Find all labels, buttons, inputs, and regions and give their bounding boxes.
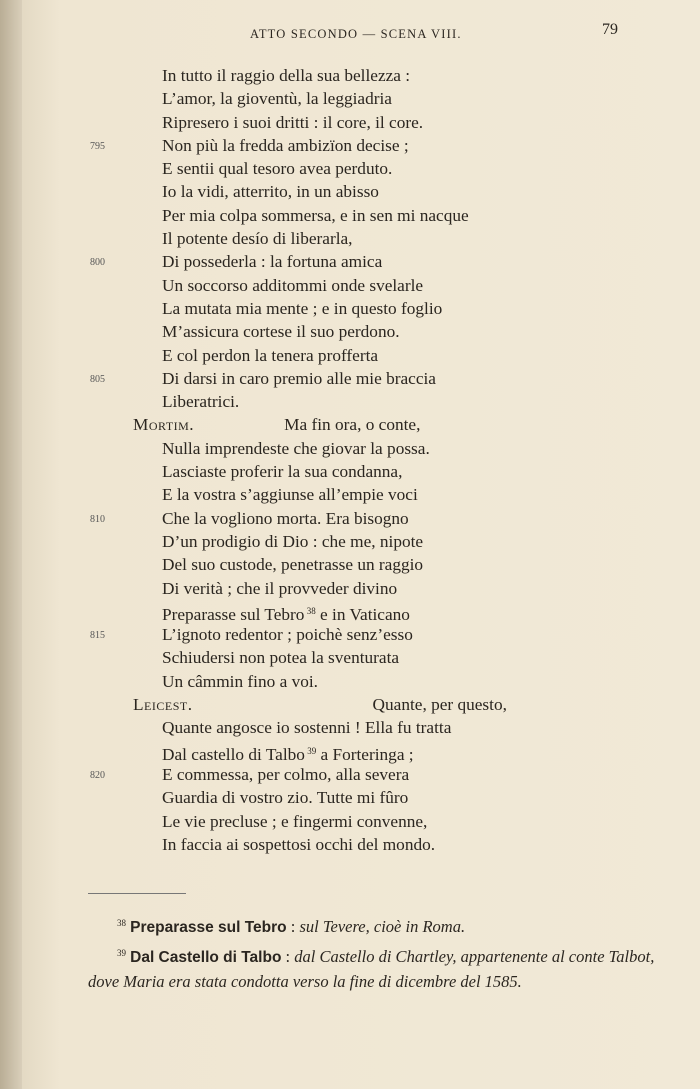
page-number: 79 — [602, 21, 618, 38]
verse-line — [0, 64, 700, 87]
verse-words: In tutto il raggio della sua bellezza : — [162, 66, 411, 85]
verse-words: Le vie precluse ; e fingermi convenne, — [162, 811, 428, 831]
verse-text — [162, 344, 378, 367]
verse-text — [162, 111, 423, 134]
verse-text — [162, 87, 392, 110]
verse-line — [0, 367, 700, 390]
footnote-term: Preparasse sul Tebro — [130, 919, 287, 936]
footnote-rule — [88, 893, 186, 894]
line-number: 805 — [90, 373, 105, 385]
footnote-term: Dal Castello di Talbo — [130, 948, 282, 966]
verse-line — [0, 716, 700, 739]
verse-text — [162, 623, 413, 646]
verse-text — [162, 646, 399, 669]
verse-text — [162, 786, 408, 809]
verse-words: Ripresero i suoi dritti : il core, il core. — [162, 112, 424, 132]
verse-words: Del suo custode, penetrasse un raggio — [162, 555, 424, 575]
verse-words: Non più la fredda ambizïon decise ; — [162, 135, 409, 155]
footnote-number: 39 — [117, 947, 126, 958]
verse-line — [0, 204, 700, 227]
speaker-name: Leicest. — [133, 695, 193, 715]
verse-line — [0, 227, 700, 250]
footnote-number: 38 — [117, 918, 126, 928]
footnote-explanation: dal Castello di Chartley, appartenente al conte Talbot, dove Maria era stata condotta verso la fine di dicembre del 1585. — [88, 946, 655, 991]
verse-words: Liberatrici. — [162, 392, 240, 412]
verse-words: Io la vidi, atterrito, in un abisso — [162, 182, 379, 202]
verse-words: Quante, per questo, — [372, 695, 507, 715]
verse-text — [162, 64, 410, 87]
line-number: 810 — [90, 513, 105, 525]
verse-words: Un soccorso additommi onde svelarle — [162, 275, 424, 295]
verse-line — [0, 274, 700, 297]
verse-words: Di verità ; che il provveder divino — [162, 578, 398, 598]
verse-text — [162, 507, 409, 530]
verse-text — [162, 810, 427, 833]
verse-block — [0, 64, 700, 856]
verse-line — [0, 600, 700, 623]
verse-words: Per mia colpa sommersa, e in sen mi nacque — [162, 205, 469, 225]
verse-text — [162, 716, 451, 739]
running-header: ATTO SECONDO — SCENA VIII. — [250, 27, 462, 41]
verse-text — [162, 250, 382, 273]
verse-text — [162, 530, 423, 553]
verse-line — [0, 670, 700, 693]
verse-line — [0, 460, 700, 483]
line-number: 800 — [90, 257, 105, 269]
verse-text — [162, 134, 409, 157]
verse-words: E sentii qual tesoro avea perduto. — [162, 159, 393, 179]
verse-line — [0, 437, 700, 460]
verse-words: M’assicura cortese il suo perdono. — [162, 322, 400, 342]
verse-words-after-ref: a Forteringa ; — [316, 744, 414, 764]
verse-words: Schiudersi non potea la sventurata — [162, 648, 400, 668]
verse-line — [0, 111, 700, 134]
verse-line — [0, 833, 700, 856]
verse-text — [162, 274, 423, 297]
verse-words: Nulla imprendeste che giovar la possa. — [162, 438, 430, 458]
verse-line — [0, 413, 700, 436]
verse-text — [162, 763, 409, 786]
verse-words: Quante angosce io sostenni ! Ella fu tratta — [162, 718, 452, 738]
verse-line — [0, 344, 700, 367]
verse-words: Di possederla : la fortuna amica — [162, 252, 383, 272]
verse-text — [162, 833, 435, 856]
footnote: $^{38}$ Preparasse sul Tebro : sul Tevere, cioè in Roma. — [117, 917, 466, 936]
verse-words: Dal castello di Talbo — [162, 744, 305, 764]
footnote-ref: 38 — [304, 605, 316, 616]
verse-text — [162, 390, 239, 413]
verse-line — [0, 134, 700, 157]
verse-line — [0, 390, 700, 413]
verse-text — [162, 204, 469, 227]
verse-words: E commessa, per colmo, alla severa — [162, 764, 410, 784]
verse-words: Ma fin ora, o conte, — [284, 415, 421, 435]
verse-text — [162, 227, 353, 250]
verse-line — [0, 623, 700, 646]
verse-line — [0, 483, 700, 506]
verse-text — [162, 460, 402, 483]
footnote-ref: 39 — [304, 745, 317, 756]
verse-line — [0, 157, 700, 180]
verse-words: E col perdon la tenera profferta — [162, 345, 379, 365]
verse-line — [0, 297, 700, 320]
verse-text — [162, 320, 400, 343]
verse-text — [162, 157, 392, 180]
verse-text — [133, 413, 420, 436]
line-number: 815 — [90, 630, 105, 642]
verse-text — [162, 367, 436, 390]
verse-line — [0, 180, 700, 203]
verse-text — [162, 297, 442, 320]
speaker-name: Mortim. — [133, 415, 195, 435]
verse-line — [0, 553, 700, 576]
verse-words: L’amor, la gioventù, la leggiadria — [162, 89, 392, 109]
verse-words: Lasciaste proferir la sua condanna, — [162, 462, 403, 482]
verse-words: Un câmmin fino a voi. — [162, 671, 318, 691]
verse-text — [162, 553, 423, 576]
verse-text — [133, 693, 507, 716]
verse-text — [162, 437, 430, 460]
verse-text — [162, 483, 418, 506]
verse-line — [0, 810, 700, 833]
verse-line — [0, 320, 700, 343]
verse-text — [162, 180, 379, 203]
verse-line — [0, 786, 700, 809]
verse-text — [162, 577, 397, 600]
verse-line — [0, 87, 700, 110]
verse-words: La mutata mia mente ; e in questo foglio — [162, 298, 443, 318]
verse-words: Di darsi in caro premio alle mie braccia — [162, 368, 436, 388]
verse-line — [0, 693, 700, 716]
footnotes — [88, 911, 668, 995]
verse-line — [0, 507, 700, 530]
footnote: $^{39}$ Dal Castello di Talbo : dal Castello di Chartley, appartenente al conte Talbot, dove Maria era stata condotta verso la fine di dicembre del 1585. — [88, 946, 655, 991]
verse-line — [0, 250, 700, 273]
verse-words: E la vostra s’aggiunse all’empie voci — [162, 485, 418, 505]
verse-line — [0, 740, 700, 763]
verse-words: Che la vogliono morta. Era bisogno — [162, 508, 409, 528]
verse-line — [0, 646, 700, 669]
verse-words: D’un prodigio di Dio : che me, nipote — [162, 531, 424, 551]
verse-words-after-ref: e in Vaticano — [315, 604, 410, 624]
verse-text — [162, 670, 318, 693]
verse-words: Guardia di vostro zio. Tutte mi fûro — [162, 788, 409, 808]
verse-words: In faccia ai sospettosi occhi del mondo. — [162, 834, 436, 854]
verse-words: Preparasse sul Tebro — [162, 604, 305, 624]
footnote-explanation: sul Tevere, cioè in Roma. — [299, 917, 466, 936]
verse-line — [0, 530, 700, 553]
verse-words: Il potente desío di liberarla, — [162, 229, 353, 249]
verse-line — [0, 763, 700, 786]
verse-words: L’ignoto redentor ; poichè senz’esso — [162, 625, 413, 645]
line-number: 820 — [90, 769, 105, 781]
verse-line — [0, 577, 700, 600]
line-number: 795 — [90, 140, 105, 152]
